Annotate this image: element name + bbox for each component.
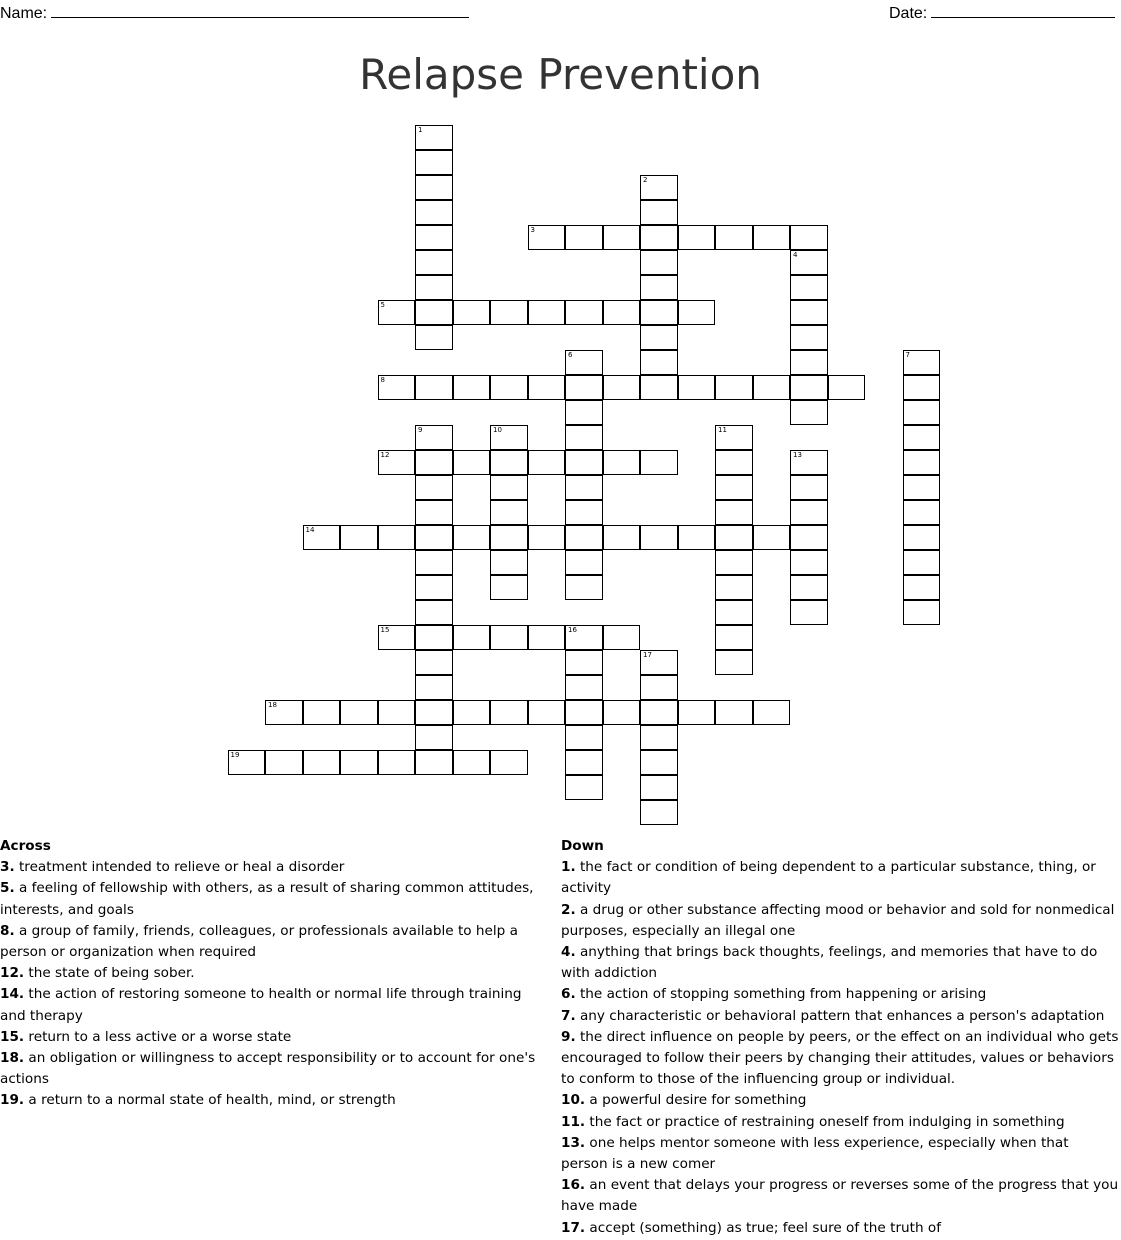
grid-cell[interactable]	[715, 650, 753, 675]
grid-cell[interactable]	[903, 550, 941, 575]
grid-cell[interactable]	[303, 700, 341, 725]
grid-cell[interactable]	[528, 450, 566, 475]
grid-cell[interactable]	[678, 375, 716, 400]
clue-text: a feeling of fellowship with others, as a result of sharing common attitudes, interests, and goals	[0, 880, 534, 918]
grid-cell[interactable]	[565, 425, 603, 450]
grid-cell[interactable]	[678, 225, 716, 250]
clue-number: 4.	[561, 944, 576, 961]
grid-cell[interactable]	[640, 225, 678, 250]
across-clue	[0, 984, 550, 1026]
grid-cell[interactable]	[565, 550, 603, 575]
clue-number: 3.	[0, 859, 15, 876]
grid-cell[interactable]	[453, 375, 491, 400]
grid-cell[interactable]	[490, 575, 528, 600]
grid-cell[interactable]	[565, 500, 603, 525]
down-clue	[561, 900, 1119, 942]
grid-cell[interactable]	[415, 325, 453, 350]
cell-number: 5	[380, 301, 385, 309]
across-clue-list	[0, 857, 550, 1111]
grid-cell[interactable]	[415, 550, 453, 575]
grid-cell[interactable]	[340, 700, 378, 725]
grid-cell[interactable]	[640, 300, 678, 325]
clue-number: 6.	[561, 986, 576, 1003]
clue-text: one helps mentor someone with less experience, especially when that person is a new comer	[561, 1134, 1069, 1173]
cell-number: 11	[718, 426, 727, 434]
grid-cell[interactable]	[528, 525, 566, 550]
grid-cell[interactable]	[565, 725, 603, 750]
cell-number: 1	[418, 126, 423, 134]
grid-cell[interactable]	[565, 750, 603, 775]
clue-text: a powerful desire for something	[589, 1092, 807, 1109]
cell-number: 3	[530, 226, 535, 234]
across-clue	[0, 1027, 550, 1048]
grid-cell[interactable]	[415, 625, 453, 650]
grid-cell[interactable]	[603, 525, 641, 550]
clue-text: an event that delays your progress or reverses some of the progress that you have made	[561, 1177, 1119, 1215]
grid-cell[interactable]	[565, 400, 603, 425]
grid-cell[interactable]	[378, 450, 416, 475]
grid-cell[interactable]	[415, 300, 453, 325]
clue-number: 7.	[561, 1007, 576, 1024]
grid-cell[interactable]	[378, 300, 416, 325]
grid-cell[interactable]	[790, 375, 828, 400]
grid-cell[interactable]	[903, 425, 941, 450]
grid-cell[interactable]	[415, 675, 453, 700]
grid-cell[interactable]	[640, 275, 678, 300]
across-clue	[0, 921, 550, 963]
grid-cell[interactable]	[903, 600, 941, 625]
grid-cell[interactable]	[715, 425, 753, 450]
grid-cell[interactable]	[715, 525, 753, 550]
grid-cell[interactable]	[640, 725, 678, 750]
grid-cell[interactable]	[453, 300, 491, 325]
grid-cell[interactable]	[603, 625, 641, 650]
grid-cell[interactable]	[640, 325, 678, 350]
grid-cell[interactable]	[640, 525, 678, 550]
grid-cell[interactable]	[903, 500, 941, 525]
grid-cell[interactable]	[903, 375, 941, 400]
clue-number: 19.	[0, 1092, 25, 1109]
clue-number: 12.	[0, 965, 25, 982]
grid-cell[interactable]	[640, 375, 678, 400]
grid-cell[interactable]	[790, 475, 828, 500]
grid-cell[interactable]	[415, 650, 453, 675]
grid-cell[interactable]	[640, 675, 678, 700]
grid-cell[interactable]	[903, 525, 941, 550]
grid-cell[interactable]	[490, 625, 528, 650]
grid-cell[interactable]	[565, 525, 603, 550]
grid-cell[interactable]	[528, 300, 566, 325]
clue-number: 9.	[561, 1028, 576, 1045]
grid-cell[interactable]	[378, 375, 416, 400]
clue-number: 5.	[0, 880, 15, 897]
grid-cell[interactable]	[565, 650, 603, 675]
grid-cell[interactable]	[828, 375, 866, 400]
clue-number: 1.	[561, 859, 576, 876]
grid-cell[interactable]	[528, 375, 566, 400]
grid-cell[interactable]	[415, 375, 453, 400]
grid-cell[interactable]	[640, 450, 678, 475]
down-heading: Down	[561, 838, 604, 854]
grid-cell[interactable]	[753, 700, 791, 725]
across-heading: Across	[0, 838, 51, 854]
cell-number: 4	[793, 251, 798, 259]
grid-cell[interactable]	[903, 575, 941, 600]
grid-cell[interactable]	[528, 225, 566, 250]
grid-cell[interactable]	[640, 175, 678, 200]
grid-cell[interactable]	[678, 300, 716, 325]
across-clue	[0, 857, 550, 878]
clue-number: 11.	[561, 1113, 586, 1130]
grid-cell[interactable]	[565, 225, 603, 250]
clue-text: a group of family, friends, colleagues, or professionals available to help a person or organization when required	[0, 922, 518, 961]
down-clue-list	[561, 857, 1119, 1239]
grid-cell[interactable]	[640, 250, 678, 275]
down-clue	[561, 857, 1119, 899]
grid-cell[interactable]	[790, 325, 828, 350]
clue-text: any characteristic or behavioral pattern that enhances a person's adaptation	[579, 1007, 1105, 1024]
down-clue	[561, 984, 1119, 1005]
grid-cell[interactable]	[715, 575, 753, 600]
grid-cell[interactable]	[715, 500, 753, 525]
down-clue	[561, 1218, 1119, 1239]
grid-cell[interactable]	[790, 550, 828, 575]
grid-cell[interactable]	[453, 700, 491, 725]
grid-cell[interactable]	[753, 375, 791, 400]
grid-cell[interactable]	[415, 175, 453, 200]
grid-cell[interactable]	[303, 525, 341, 550]
grid-cell[interactable]	[415, 125, 453, 150]
grid-cell[interactable]	[565, 375, 603, 400]
cell-number: 2	[643, 176, 648, 184]
grid-cell[interactable]	[490, 550, 528, 575]
grid-cell[interactable]	[565, 575, 603, 600]
grid-cell[interactable]	[678, 525, 716, 550]
down-clue	[561, 942, 1119, 984]
grid-cell[interactable]	[790, 300, 828, 325]
grid-cell[interactable]	[753, 525, 791, 550]
grid-cell[interactable]	[790, 275, 828, 300]
grid-cell[interactable]	[415, 725, 453, 750]
grid-cell[interactable]	[903, 475, 941, 500]
grid-cell[interactable]	[640, 700, 678, 725]
clue-number: 18.	[0, 1050, 25, 1067]
grid-cell[interactable]	[790, 225, 828, 250]
grid-cell[interactable]	[415, 250, 453, 275]
grid-cell[interactable]	[490, 700, 528, 725]
grid-cell[interactable]	[415, 600, 453, 625]
grid-cell[interactable]	[603, 700, 641, 725]
grid-cell[interactable]	[565, 450, 603, 475]
grid-cell[interactable]	[453, 625, 491, 650]
clue-number: 13.	[561, 1134, 586, 1151]
clue-text: the fact or practice of restraining oneself from indulging in something	[589, 1113, 1065, 1130]
grid-cell[interactable]	[640, 650, 678, 675]
clue-text: a return to a normal state of health, mind, or strength	[28, 1092, 396, 1109]
grid-cell[interactable]	[903, 400, 941, 425]
grid-cell[interactable]	[565, 775, 603, 800]
grid-cell[interactable]	[490, 300, 528, 325]
grid-cell[interactable]	[790, 600, 828, 625]
down-clue	[561, 1112, 1119, 1133]
cell-number: 18	[268, 701, 277, 709]
grid-cell[interactable]	[903, 450, 941, 475]
grid-cell[interactable]	[490, 500, 528, 525]
grid-cell[interactable]	[490, 475, 528, 500]
grid-cell[interactable]	[340, 525, 378, 550]
grid-cell[interactable]	[490, 425, 528, 450]
grid-cell[interactable]	[640, 750, 678, 775]
grid-cell[interactable]	[640, 200, 678, 225]
clue-text: the action of stopping something from happening or arising	[579, 986, 987, 1003]
clue-text: treatment intended to relieve or heal a disorder	[18, 859, 345, 876]
clue-text: the fact or condition of being dependent to a particular substance, thing, or activity	[561, 859, 1096, 897]
grid-cell[interactable]	[415, 150, 453, 175]
cell-number: 7	[905, 351, 910, 359]
grid-cell[interactable]	[565, 675, 603, 700]
grid-cell[interactable]	[265, 750, 303, 775]
clue-number: 8.	[0, 922, 15, 939]
cell-number: 17	[643, 651, 652, 659]
across-clue	[0, 1048, 550, 1090]
grid-cell[interactable]	[565, 350, 603, 375]
grid-cell[interactable]	[640, 800, 678, 825]
grid-cell[interactable]	[303, 750, 341, 775]
across-clue	[0, 963, 550, 984]
across-clues	[0, 836, 550, 1112]
grid-cell[interactable]	[753, 225, 791, 250]
grid-cell[interactable]	[715, 700, 753, 725]
clue-number: 2.	[561, 901, 576, 918]
clue-number: 14.	[0, 986, 25, 1003]
cell-number: 19	[230, 751, 240, 759]
across-clue	[0, 878, 550, 920]
grid-cell[interactable]	[678, 700, 716, 725]
grid-cell[interactable]	[603, 300, 641, 325]
grid-cell[interactable]	[490, 450, 528, 475]
clue-text: an obligation or willingness to accept responsibility or to account for one's actions	[0, 1050, 536, 1088]
clue-text: a drug or other substance affecting mood or behavior and sold for nonmedical purposes, especially an illegal one	[561, 901, 1115, 939]
down-clues	[561, 836, 1119, 1239]
grid-cell[interactable]	[415, 700, 453, 725]
clue-number: 17.	[561, 1219, 586, 1236]
grid-cell[interactable]	[715, 550, 753, 575]
grid-cell[interactable]	[715, 450, 753, 475]
grid-cell[interactable]	[790, 250, 828, 275]
clue-text: the action of restoring someone to health or normal life through training and therapy	[0, 986, 522, 1024]
cell-number: 8	[380, 376, 385, 384]
down-clue	[561, 1175, 1119, 1217]
cell-number: 14	[305, 526, 315, 534]
date-label: Date:	[889, 5, 928, 22]
grid-cell[interactable]	[378, 625, 416, 650]
clue-text: the direct influence on people by peers, or the effect on an individual who gets encouraged to follow their peers by changing their attitudes, values or behaviors to conform to those of the influencing group or individual.	[561, 1028, 1119, 1088]
down-clue	[561, 1027, 1119, 1091]
grid-cell[interactable]	[490, 750, 528, 775]
clue-number: 15.	[0, 1028, 25, 1045]
grid-cell[interactable]	[415, 225, 453, 250]
grid-cell[interactable]	[415, 750, 453, 775]
grid-cell[interactable]	[790, 450, 828, 475]
clue-text: return to a less active or a worse state	[28, 1028, 292, 1045]
grid-cell[interactable]	[603, 375, 641, 400]
grid-cell[interactable]	[715, 600, 753, 625]
cell-number: 12	[380, 451, 390, 459]
grid-cell[interactable]	[453, 450, 491, 475]
grid-cell[interactable]	[415, 200, 453, 225]
cell-number: 9	[418, 426, 423, 434]
down-clue	[561, 1090, 1119, 1111]
grid-cell[interactable]	[453, 525, 491, 550]
down-clue	[561, 1006, 1119, 1027]
grid-cell[interactable]	[228, 750, 266, 775]
grid-cell[interactable]	[603, 450, 641, 475]
clue-text: the state of being sober.	[28, 965, 195, 982]
grid-cell[interactable]	[715, 475, 753, 500]
grid-cell[interactable]	[715, 225, 753, 250]
grid-cell[interactable]	[790, 350, 828, 375]
grid-cell[interactable]	[528, 625, 566, 650]
grid-cell[interactable]	[415, 475, 453, 500]
cell-number: 13	[793, 451, 802, 459]
grid-cell[interactable]	[490, 375, 528, 400]
grid-cell[interactable]	[490, 525, 528, 550]
grid-cell[interactable]	[790, 500, 828, 525]
grid-cell[interactable]	[715, 375, 753, 400]
cell-number: 6	[568, 351, 573, 359]
grid-cell[interactable]	[903, 350, 941, 375]
grid-cell[interactable]	[415, 525, 453, 550]
cell-number: 10	[493, 426, 502, 434]
grid-cell[interactable]	[640, 775, 678, 800]
grid-cell[interactable]	[640, 350, 678, 375]
clue-text: accept (something) as true; feel sure of the truth of	[589, 1219, 942, 1236]
grid-cell[interactable]	[378, 525, 416, 550]
grid-cell[interactable]	[528, 700, 566, 725]
grid-cell[interactable]	[415, 425, 453, 450]
grid-cell[interactable]	[790, 575, 828, 600]
grid-cell[interactable]	[565, 475, 603, 500]
grid-cell[interactable]	[378, 700, 416, 725]
name-label: Name:	[0, 5, 48, 22]
grid-cell[interactable]	[565, 625, 603, 650]
grid-cell[interactable]	[265, 700, 303, 725]
page-title: Relapse Prevention	[359, 50, 762, 99]
clue-number: 16.	[561, 1177, 586, 1194]
across-clue	[0, 1090, 550, 1111]
grid-cell[interactable]	[790, 525, 828, 550]
cell-number: 16	[568, 626, 577, 634]
grid-cell[interactable]	[790, 400, 828, 425]
clue-number: 10.	[561, 1092, 586, 1109]
down-clue	[561, 1133, 1119, 1175]
grid-cell[interactable]	[415, 275, 453, 300]
grid-cell[interactable]	[340, 750, 378, 775]
grid-cell[interactable]	[378, 750, 416, 775]
grid-cell[interactable]	[565, 700, 603, 725]
grid-cell[interactable]	[603, 225, 641, 250]
grid-cell[interactable]	[415, 575, 453, 600]
grid-cell[interactable]	[415, 500, 453, 525]
grid-cell[interactable]	[565, 300, 603, 325]
cell-number: 15	[380, 626, 390, 634]
grid-cell[interactable]	[715, 625, 753, 650]
grid-cell[interactable]	[415, 450, 453, 475]
clue-text: anything that brings back thoughts, feelings, and memories that have to do with addiction	[561, 944, 1098, 982]
grid-cell[interactable]	[453, 750, 491, 775]
